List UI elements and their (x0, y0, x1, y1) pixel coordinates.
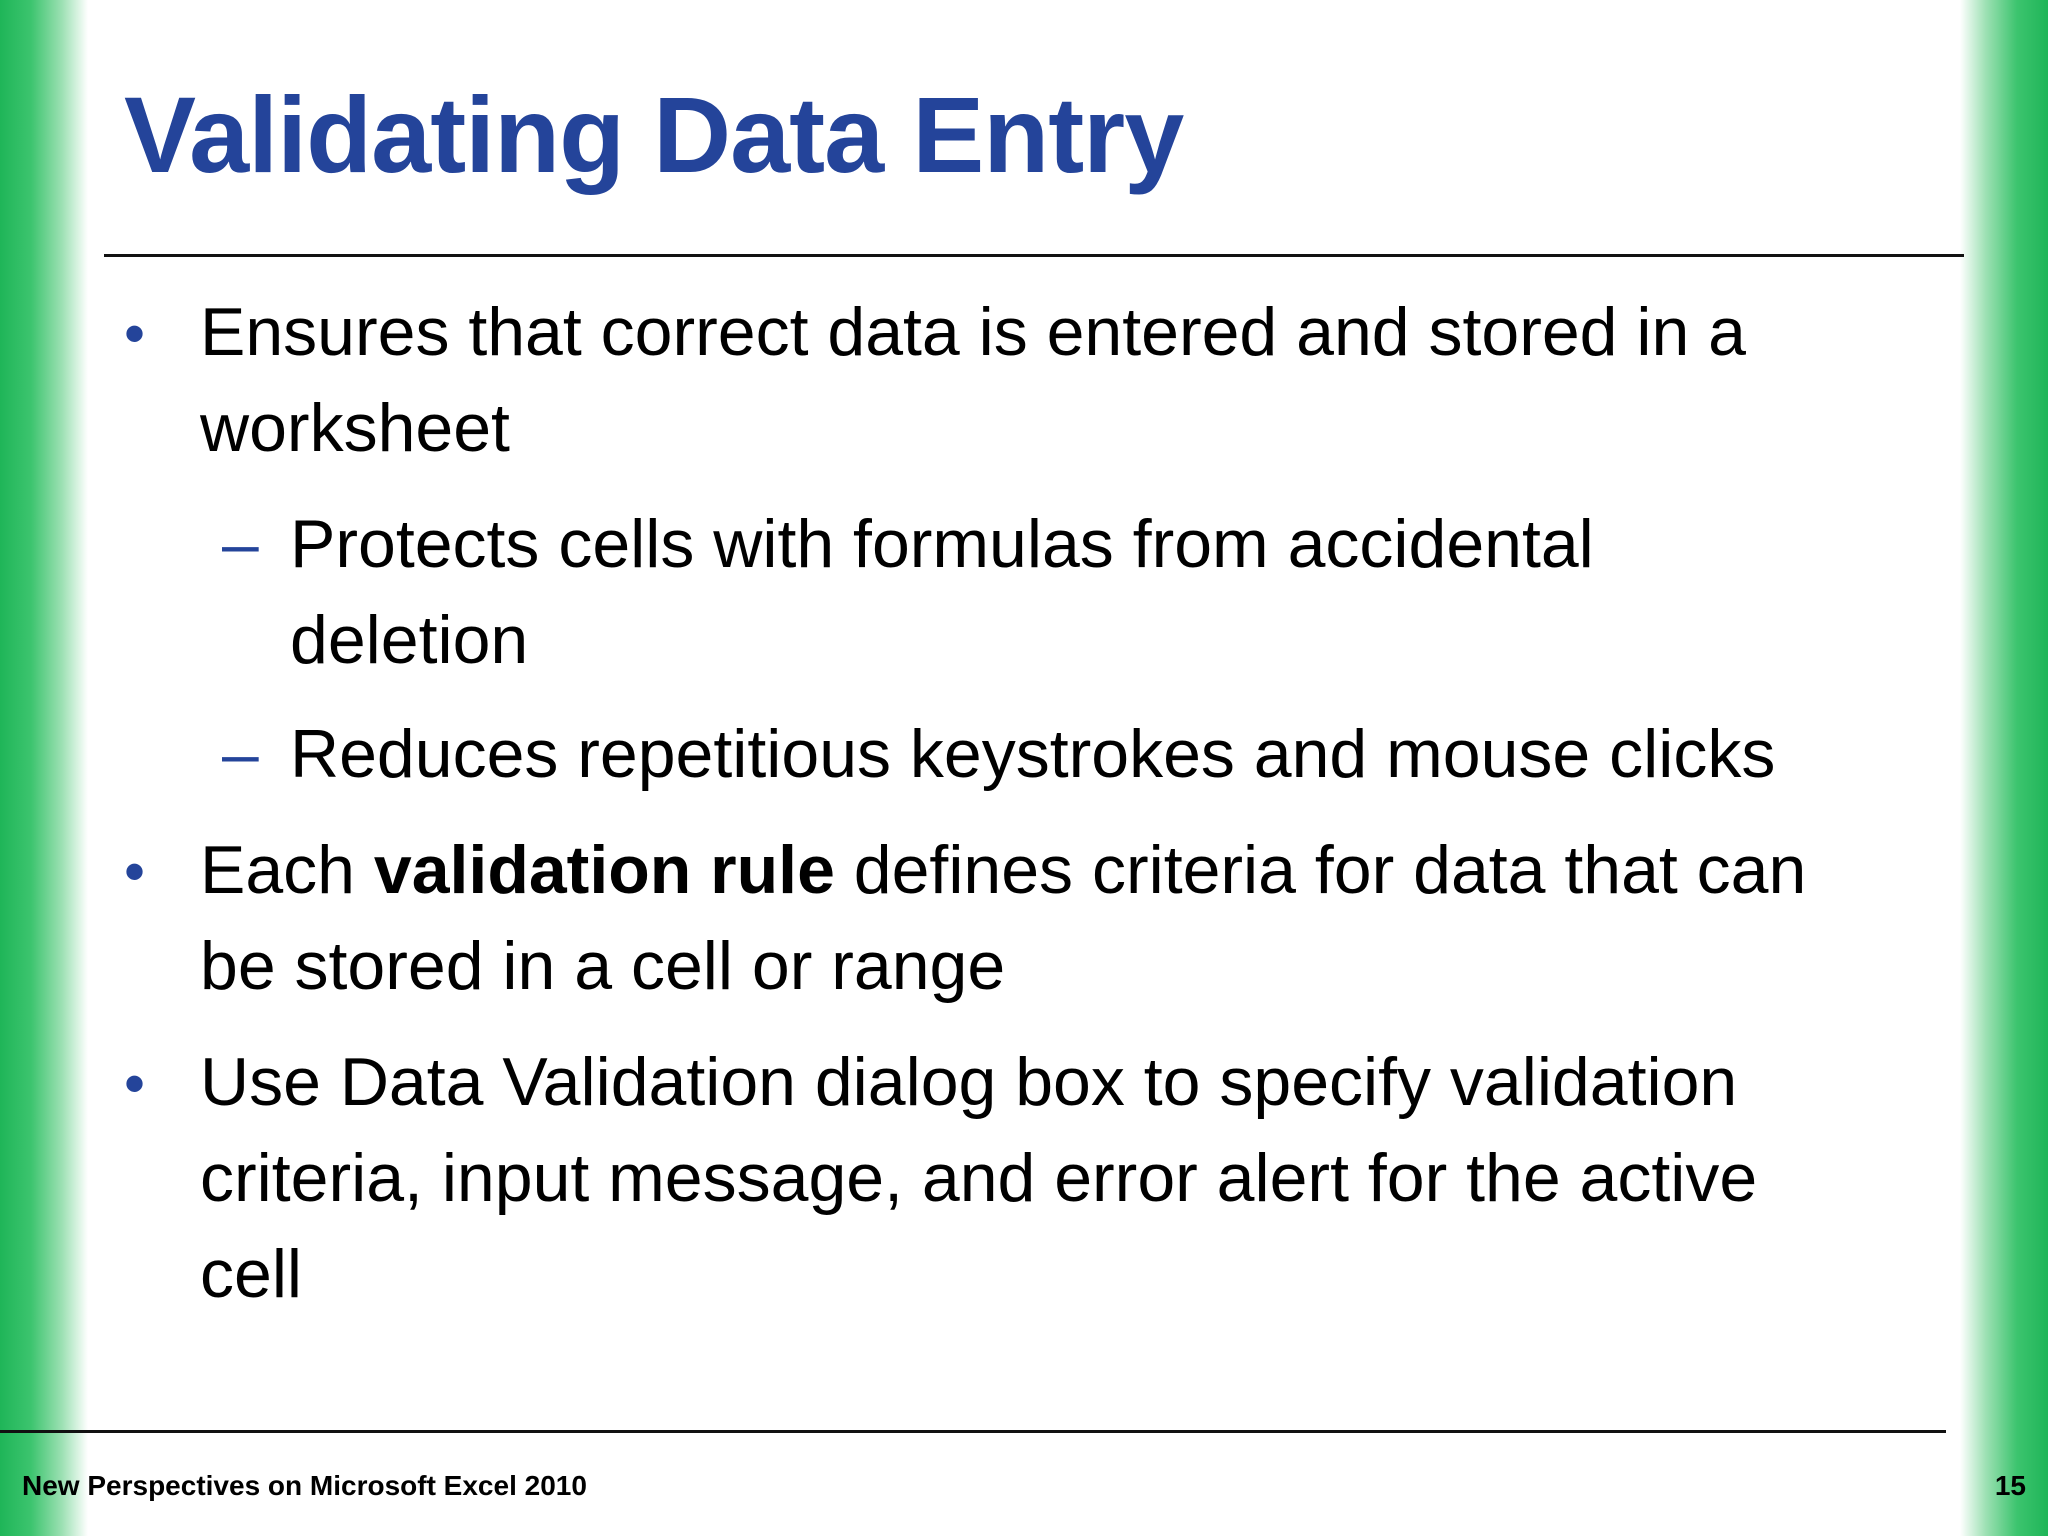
bullet-2-bold-term: validation rule (373, 832, 835, 908)
bullet-1-marker: • (124, 300, 146, 367)
footer-course-title: New Perspectives on Microsoft Excel 2010 (22, 1470, 587, 1501)
bullet-3-line-2: criteria, input message, and error alert for the active (200, 1140, 1758, 1216)
slide-number: 15 (1994, 1470, 2026, 1501)
footer-divider (0, 1430, 1946, 1433)
bullet-1-line-2: worksheet (200, 390, 510, 466)
subbullet-1-marker: – (222, 506, 259, 580)
subbullet-1-line-1: Protects cells with formulas from accidental (290, 506, 1594, 582)
bullet-1-line-1: Ensures that correct data is entered and stored in a (200, 294, 1747, 370)
slide-title: Validating Data Entry (124, 74, 1184, 195)
bullet-3-line-3: cell (200, 1236, 303, 1312)
bullet-2-prefix: Each (200, 832, 374, 908)
subbullet-2-marker: – (222, 716, 259, 790)
right-green-band (1960, 0, 2048, 1536)
title-divider (104, 254, 1964, 257)
bullet-2-line-1 (200, 832, 1807, 908)
subbullet-2-line-1: Reduces repetitious keystrokes and mouse clicks (290, 716, 1776, 792)
bullet-3-line-1: Use Data Validation dialog box to specify validation (200, 1044, 1738, 1120)
subbullet-1-line-2: deletion (290, 602, 529, 678)
bullet-3-marker: • (124, 1050, 146, 1117)
bullet-2-line-2: be stored in a cell or range (200, 928, 1006, 1004)
left-green-band (0, 0, 88, 1536)
bullet-2-suffix: defines criteria for data that can (834, 832, 1807, 908)
bullet-2-marker: • (124, 838, 146, 905)
